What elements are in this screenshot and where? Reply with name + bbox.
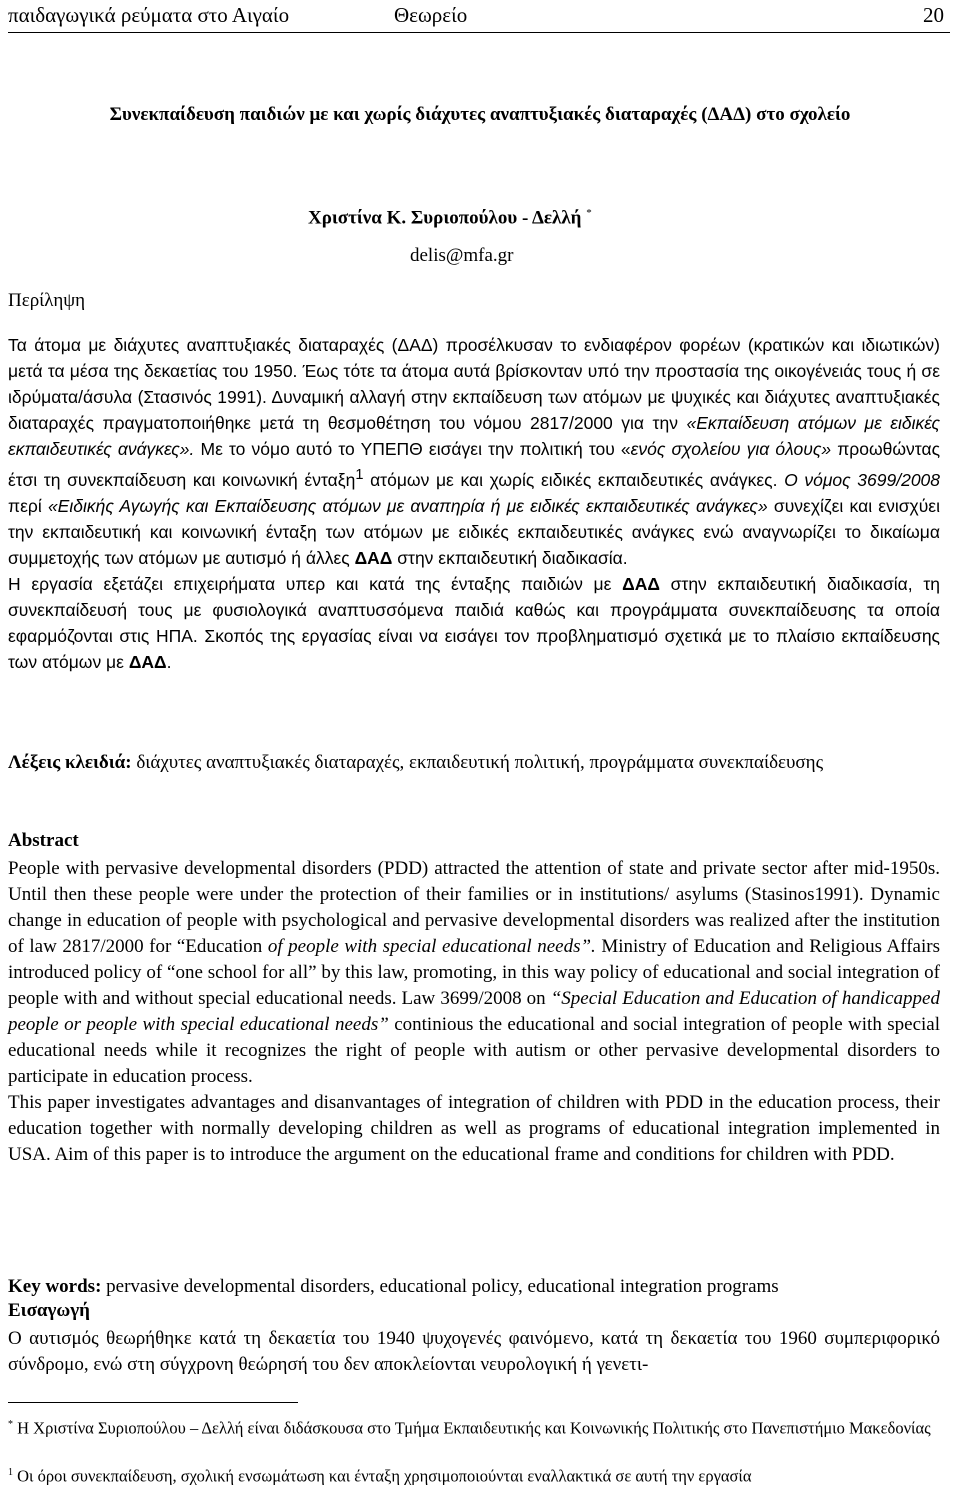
english-keywords [8,1274,940,1300]
greek-keywords [8,750,940,776]
bold-run: ΔΑΔ [622,573,660,594]
english-abstract-body [8,856,940,1168]
italic-run: «Εκπαίδευση ατόμων με ειδικές εκπαιδευτικές ανάγκες». [8,413,940,459]
italic-run: ενός σχολείου για όλους» [630,439,832,459]
footnote-terms [8,1462,938,1488]
greek-abstract-body [8,332,940,675]
bold-run: ΔΑΔ [128,651,167,672]
footnote-mark: 1 [8,1467,13,1478]
footnote-text: Η Χριστίνα Συριοπούλου – Δελλή είναι διδάσκουσα στο Τμήμα Εκπαιδευτικής και Κοινωνικής Πολιτικής στο Πανεπιστήμιο Μακεδονίας [13,1418,931,1438]
page-number: 20 [923,3,944,27]
text-run: Ministry of Education and Religious Affairs introduced policy of “one school for all” by this law, promoting, in this way policy of educational and social integration of people with and without special educational needs. Law 3699/2008 on [8,936,940,1009]
footnote-mark: * [8,1419,13,1430]
introduction-text: Ο αυτισμός θεωρήθηκε κατά τη δεκαετία του 1940 ψυχογενές φαινόμενο, κατά τη δεκαετία του 1960 συμπεριφορικό σύνδρομο, ενώ στη σύγχρονη θεώρησή του δεν αποκλείονται νευρολογική ή γενετι- [8,1328,940,1375]
italic-run: Ο νόμος 3699/2008 [784,469,941,490]
text-run: περί [8,495,48,516]
section-name: Θεωρείο [394,3,468,27]
text-run: προωθώντας έτσι τη συνεκπαίδευση και κοινωνική ένταξη [8,439,941,490]
text-run: continious the educational and social integration of people with special educational needs while it recognizes the right of people with autism or other pervasive developmental disorders to participate in education process. [8,1014,941,1087]
journal-name: παιδαγωγικά ρεύματα στο Αιγαίο [8,3,290,27]
text-run: στην εκπαιδευτική διαδικασία, τη συνεκπαίδευσή τους με φυσιολογικά αναπτυσσόμενα παιδιά καθώς και προγράμματα συνεκπαίδευσης τα οποία εφαρμόζονται στις ΗΠΑ. Σκοπός της εργασίας είναι να εισάγει τον προβληματισμό σχετικά με το πλαίσιο εκπαίδευσης των ατόμων με [8,573,940,672]
text-run: Με το νόμο αυτό το ΥΠΕΠΘ εισάγει την πολιτική του « [194,439,631,459]
english-abstract-paragraph-1 [8,856,940,1090]
text-run: συνεχίζει και ενισχύει την εκπαιδευτική και κοινωνική ένταξη των ατόμων με ειδικές εκπαιδευτικές ανάγκες ενώ αναγνωρίζει το δικαίωμα συμμετοχής των ατόμων με αυτισμό ή άλλες [8,495,940,568]
text-run: People with pervasive developmental disorders (PDD) attracted the attention of state and private sector after mid-1950s. Until then these people were under the protection of their families or in institutions/ asylums (Stasinos1991). Dynamic change in education of people with psychological and pervasive developmental disorders was realized after the institution of law 2817/2000 for “Education [8,858,940,957]
author-line [308,207,592,229]
footnote-author [8,1414,938,1440]
english-abstract-heading: Abstract [8,830,79,851]
english-abstract-paragraph-2: This paper investigates advantages and disanvantages of integration of children with PDD in the education process, their education together with normally developing children as well as programs of educational integration implemented in USA. Aim of this paper is to introduce the argument on the educational frame and conditions for children with PDD. [8,1092,940,1165]
greek-abstract-paragraph-2 [8,571,940,675]
footnote-text: Οι όροι συνεκπαίδευση, σχολική ενσωμάτωση και ένταξη χρησιμοποιούνται εναλλακτικά σε αυτή την εργασία [13,1466,752,1486]
author-email: delis@mfa.gr [410,245,514,266]
running-header [8,0,950,33]
footnote-divider [8,1402,298,1403]
keywords-text: pervasive developmental disorders, educational policy, educational integration programs [101,1276,779,1297]
keywords-label: Key words: [8,1276,102,1297]
keywords-text: διάχυτες αναπτυξιακές διαταραχές, εκπαιδευτική πολιτική, προγράμματα συνεκπαίδευσης [131,752,824,773]
text-run: Η εργασία εξετάζει επιχειρήματα υπερ και κατά της ένταξης παιδιών με [8,573,623,594]
author-footnote-mark: * [586,207,592,219]
footnote-ref: 1 [355,467,364,483]
bold-run: ΔΑΔ [354,547,393,568]
text-run: Τα άτομα με διάχυτες αναπτυξιακές διαταραχές (ΔΑΔ) προσέλκυσαν το ενδιαφέρον φορέων (κρατικών και ιδιωτικών) μετά τα μέσα της δεκαετίας του 1950. Έως τότε τα άτομα αυτά βρίσκονταν υπό την προστασία της οικογένειάς τους ή σε ιδρύματα/άσυλα (Στασινός 1991). Δυναμική αλλαγή στην εκπαίδευση των ατόμων με ψυχικές και διάχυτες αναπτυξιακές διαταραχές πραγματοποιήθηκε μετά τη θεσμοθέτηση του νόμου 2817/2000 για την [8,335,940,433]
greek-abstract-heading: Περίληψη [8,290,86,311]
introduction-heading: Εισαγωγή [8,1300,90,1321]
greek-abstract-paragraph-1 [8,332,940,571]
keywords-label: Λέξεις κλειδιά: [8,752,132,773]
text-run: ατόμων με και χωρίς ειδικές εκπαιδευτικές ανάγκες. [363,469,785,490]
italic-run: «Ειδικής Αγωγής και Εκπαίδευσης ατόμων με αναπηρία ή με ειδικές εκπαιδευτικές ανάγκες» [47,495,768,516]
italic-run: of people with special educational needs”. [267,936,596,957]
text-run: στην εκπαιδευτική διαδικασία. [392,547,628,568]
author-name: Χριστίνα Κ. Συριοπούλου - Δελλή [308,207,582,229]
paper-title: Συνεκπαίδευση παιδιών με και χωρίς διάχυτες αναπτυξιακές διαταραχές (ΔΑΔ) στο σχολείο [109,104,851,125]
text-run: . [166,651,172,672]
italic-run: “Special Education and Education of handicapped people or people with special educational needs” [8,988,940,1035]
